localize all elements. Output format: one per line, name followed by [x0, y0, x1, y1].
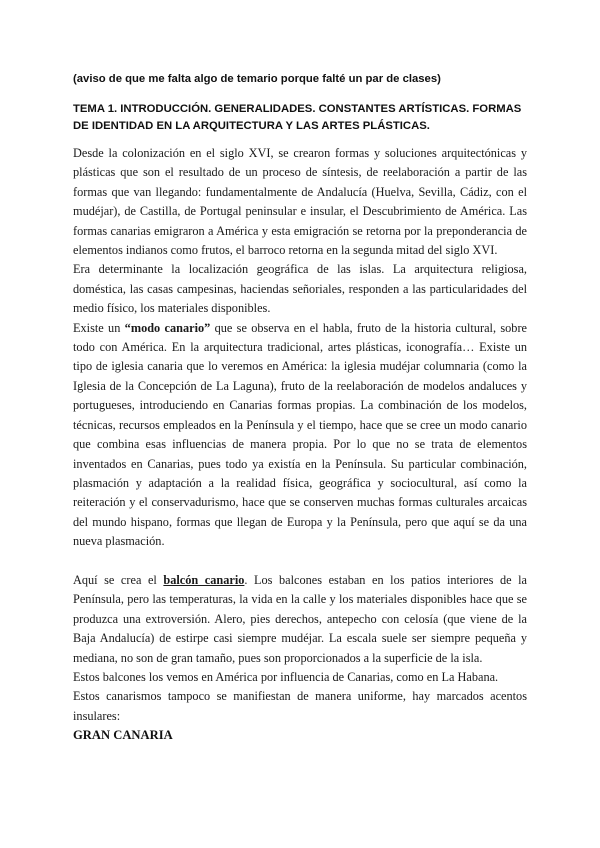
paragraph-text: Aquí se crea el [73, 572, 164, 587]
subheading-gran-canaria: GRAN CANARIA [73, 728, 173, 743]
section-heading [73, 101, 533, 135]
paragraph-colonization: Desde la colonización en el siglo XVI, se crearon formas y soluciones arquitectónicas y plásticas que son el resultado de un proceso de síntesis, de reelaboración a partir de las formas que van llegando: fundamentalmente de Andalucía (Huelva, Sevilla, Cádiz, con el mudéjar), de Castilla, de Portugal peninsular e insular, el Descubrimiento de América. Las formas canarias emigraron a América y esta emigración se retorna por la preponderancia de elementos indianos como frutos, el barroco retorna en la segunda mitad del siglo XVI. [73, 146, 527, 258]
paragraph-text: Existe un [73, 320, 125, 335]
paragraph-spacer [73, 552, 527, 571]
absence-notice: (aviso de que me falta algo de temario porque falté un par de clases) [73, 73, 441, 85]
paragraph-canarismos: Estos canarismos tampoco se manifiestan de manera uniforme, hay marcados acentos insulares: [73, 689, 527, 723]
document-body [73, 144, 527, 746]
bold-term-modo-canario: “modo canario” [124, 320, 211, 335]
paragraph-geography: Era determinante la localización geográfica de las islas. La arquitectura religiosa, doméstica, las casas campesinas, haciendas señoriales, responden a las particularidades del medio físico, los materiales disponibles. [73, 262, 527, 316]
paragraph-text: que se observa en el habla, fruto de la historia cultural, sobre todo con América. En la arquitectura tradicional, artes plásticas, iconografía… Existe un tipo de iglesia canaria que lo veremos en América: la iglesia mudéjar columnaria (como la Iglesia de la Concepción de La Laguna), fruto de la reelaboración de modelos andaluces y portugueses, introduciendo en Canarias formas propias. La combinación de los modelos, técnicas, recursos empleados en la Península y el tiempo, hace que se cree un modo canario que combina esas influencias de manera propia. Por lo que no se trata de elementos inventados en Canarias, pues todo ya existía en la Península. Su particular combinación, plasmación y adaptación a la realidad física, geográfica y sociocultural, así como la reiteración y el conservadurismo, hace que se conserven muchas formas culturales arcaicas del mundo hispano, formas que llegan de Europa y la Península, pero que aquí se da una nueva plasmación. [73, 320, 527, 549]
paragraph-balcon [73, 571, 527, 668]
paragraph-text: . Los balcones estaban en los patios interiores de la Península, pero las temperaturas, la vida en la calle y los materiales disponibles hace que se produzca una extroversión. Alero, pies derechos, antepecho con celosía (que viene de la Baja Andalucía) de estirpe casi siempre mudéjar. La escala suele ser siempre pequeña y mediana, no son de gran tamaño, pues son proporcionados a la superficie de la isla. [73, 572, 527, 665]
heading-line-2: DE IDENTIDAD EN LA ARQUITECTURA Y LAS ARTES PLÁSTICAS. [73, 120, 430, 132]
paragraph-modo-canario [73, 319, 527, 552]
heading-line-1: TEMA 1. INTRODUCCIÓN. GENERALIDADES. CONSTANTES ARTÍSTICAS. FORMAS [73, 103, 522, 115]
bold-term-balcon-canario: balcón canario [163, 572, 245, 587]
paragraph-habana: Estos balcones los vemos en América por influencia de Canarias, como en La Habana. [73, 669, 499, 684]
